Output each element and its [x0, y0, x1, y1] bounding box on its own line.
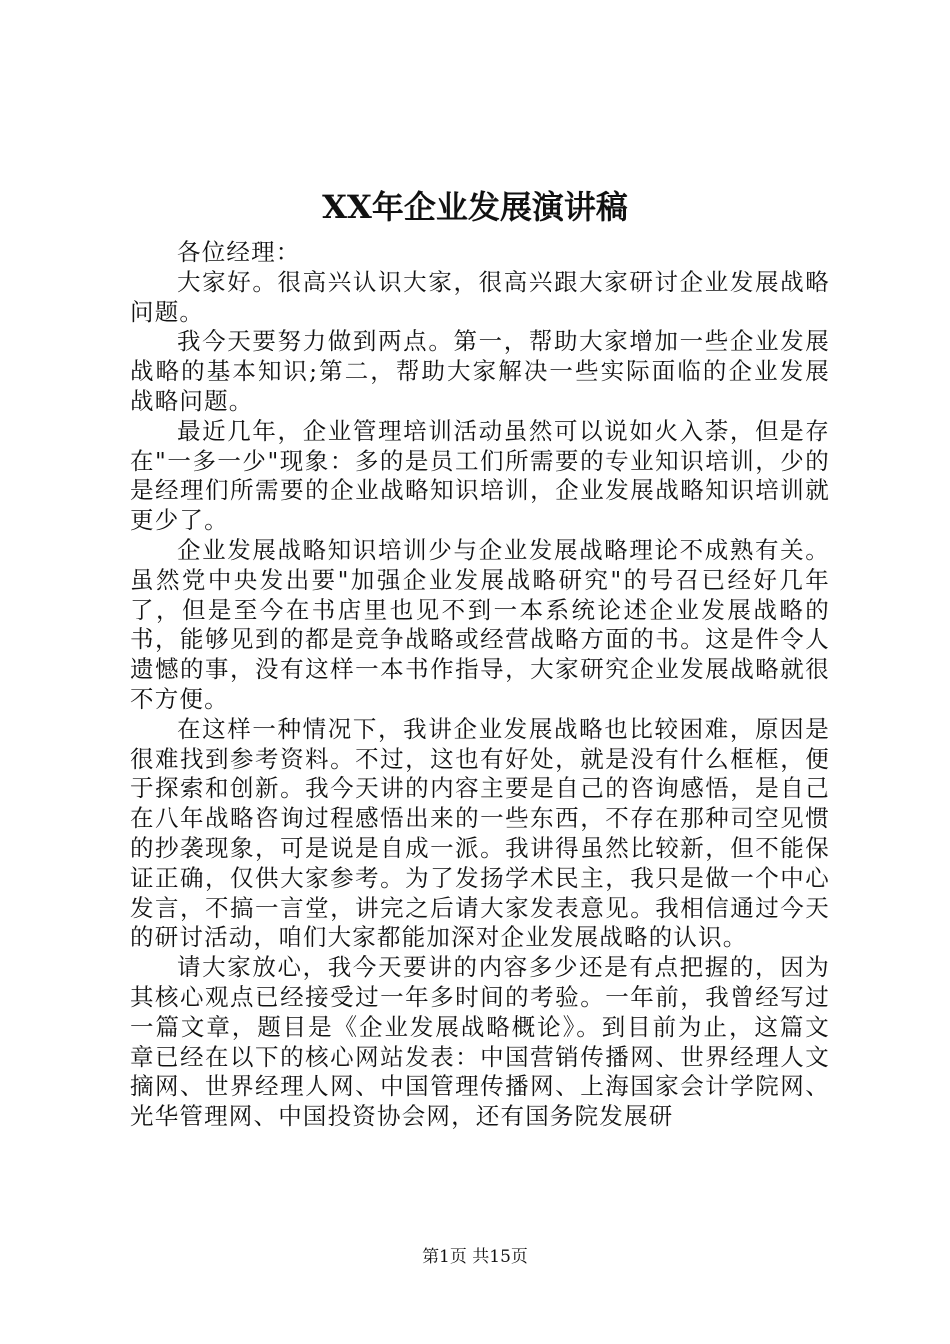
paragraph-training-status: 最近几年，企业管理培训活动虽然可以说如火入荼，但是存在"一多一少"现象：多的是员工们所需要的专业知识培训，少的是经理们所需要的企业战略知识培训，企业发展战略知识培训就更少了。: [130, 416, 830, 535]
paragraph-salutation: 各位经理：: [177, 238, 301, 266]
paragraph-greeting: 大家好。很高兴认识大家，很高兴跟大家研讨企业发展战略问题。: [130, 267, 830, 326]
paragraph-theory-immaturity: 企业发展战略知识培训少与企业发展战略理论不成熟有关。虽然党中央发出要"加强企业发展战略研究"的号召已经好几年了，但是至今在书店里也见不到一本系统论述企业发展战略的书，能够见到的都是竞争战略或经营战略方面的书。这是件令人遗憾的事，没有这样一本书作指导，大家研究企业发展战略就很不方便。: [130, 535, 830, 713]
page-number-footer: 第1页 共15页: [422, 1247, 528, 1267]
document-title: XX年企业发展演讲稿: [322, 188, 628, 226]
paragraph-core-viewpoints: 请大家放心，我今天要讲的内容多少还是有点把握的，因为其核心观点已经接受过一年多时间的考验。一年前，我曾经写过一篇文章，题目是《企业发展战略概论》。到目前为止，这篇文章已经在以下的核心网站发表：中国营销传播网、世界经理人文摘网、世界经理人网、中国管理传播网、上海国家会计学院网、光华管理网、中国投资协会网，还有国务院发展研: [130, 953, 830, 1131]
paragraph-speaking-context: 在这样一种情况下，我讲企业发展战略也比较困难，原因是很难找到参考资料。不过，这也有好处，就是没有什么框框，便于探索和创新。我今天讲的内容主要是自己的咨询感悟，是自己在八年战略咨询过程感悟出来的一些东西，不存在那种司空见惯的抄袭现象，可是说是自成一派。我讲得虽然比较新，但不能保证正确，仅供大家参考。为了发扬学术民主，我只是做一个中心发言，不搞一言堂，讲完之后请大家发表意见。我相信通过今天的研讨活动，咱们大家都能加深对企业发展战略的认识。: [130, 714, 830, 952]
paragraph-goals: 我今天要努力做到两点。第一，帮助大家增加一些企业发展战略的基本知识;第二，帮助大家解决一些实际面临的企业发展战略问题。: [130, 327, 830, 415]
document-body: [130, 238, 830, 1132]
